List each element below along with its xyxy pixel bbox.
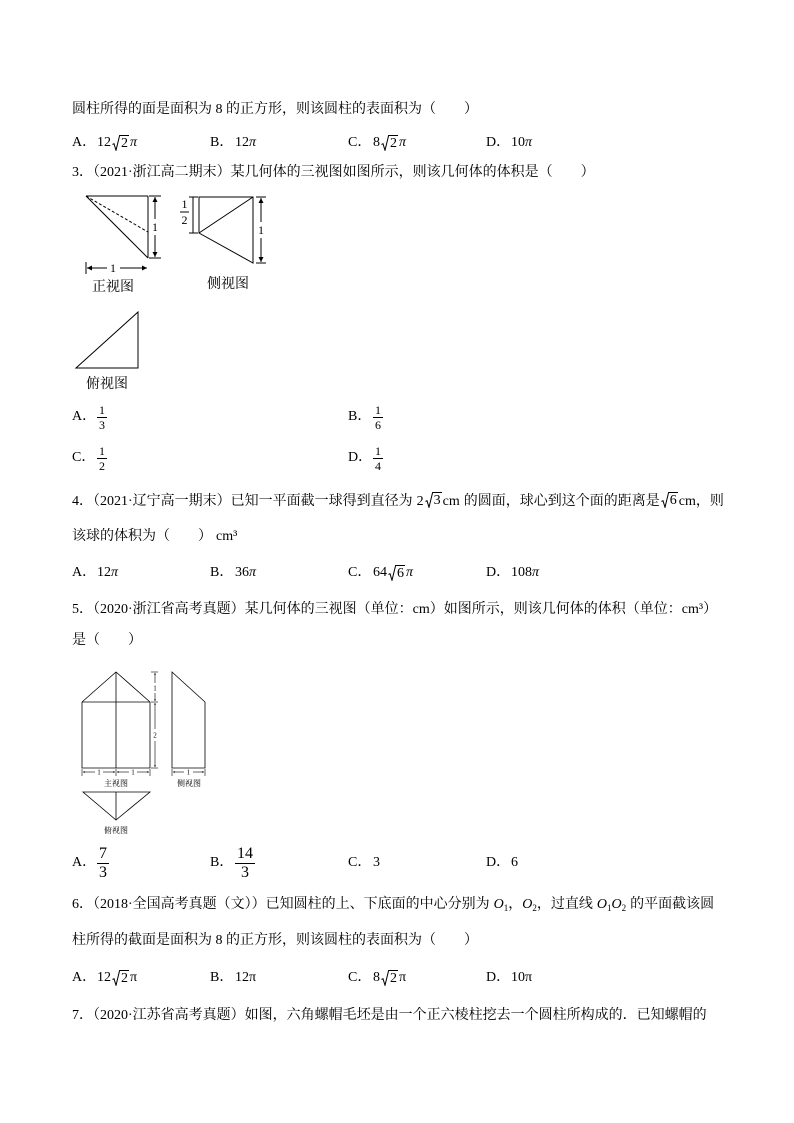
option-label: B． xyxy=(210,970,234,985)
radicand: 6 xyxy=(669,493,677,508)
q3-stem: 3．（2021·浙江高二期末）某几何体的三视图如图所示，则该几何体的体积是（ ） xyxy=(72,165,595,180)
option-value: 6 xyxy=(511,855,518,870)
q6-stem-line1 xyxy=(72,896,714,917)
coefficient: 108 xyxy=(511,565,532,580)
fraction xyxy=(97,403,107,432)
sqrt-expression xyxy=(381,970,398,986)
option-label: B． xyxy=(210,855,234,870)
point-base: O xyxy=(522,897,533,912)
q5-three-view-figure xyxy=(75,665,215,840)
side-view-inner-edge xyxy=(199,197,253,233)
q4-option-a xyxy=(72,564,118,582)
radicand: 2 xyxy=(121,971,128,986)
numerator: 7 xyxy=(99,844,107,862)
pi-symbol: π xyxy=(130,970,138,985)
q5-option-c xyxy=(348,844,380,882)
q5-option-a xyxy=(72,844,109,882)
coefficient: 12 xyxy=(97,970,111,985)
point-base: O xyxy=(596,897,608,912)
option-label: B． xyxy=(348,409,372,424)
q3-option-b xyxy=(348,400,383,434)
numerator: 14 xyxy=(237,844,253,862)
q6-stem-line2: 柱所得的截面是面积为 8 的正方形，则该圆柱的表面积为（ ） xyxy=(72,933,478,948)
main-view-wall-height-label: 2 xyxy=(153,731,157,740)
side-view-caption: 侧视图 xyxy=(207,277,249,292)
radical-sign-icon xyxy=(661,492,669,508)
side-view xyxy=(172,672,205,768)
pi-symbol: π xyxy=(111,565,119,580)
q4-option-d xyxy=(486,564,539,582)
sqrt-expression xyxy=(112,970,129,986)
q2-stem-continued: 圆柱所得的面是面积为 8 的正方形，则该圆柱的表面积为（ ） xyxy=(72,102,478,117)
pi-symbol: π xyxy=(525,135,533,150)
q3-option-c xyxy=(72,441,107,475)
option-label: A． xyxy=(72,135,97,150)
q2-option-c xyxy=(348,134,406,152)
point-subscript: 1 xyxy=(503,903,509,913)
q4-text-b: 的圆面，球心到这个面的距离是 xyxy=(463,494,660,509)
top-view-caption: 俯视图 xyxy=(86,377,128,392)
fraction xyxy=(97,444,107,473)
numerator: 1 xyxy=(99,402,105,417)
option-label: D． xyxy=(486,135,511,150)
coefficient: 12 xyxy=(235,135,249,150)
pi-symbol: π xyxy=(249,135,257,150)
radical-sign-icon xyxy=(381,970,389,986)
coefficient: 12 xyxy=(97,565,111,580)
q4-text-a: 4．（2021·辽宁高一期末）已知一平面截一球得到直径为 xyxy=(72,494,413,509)
top-view xyxy=(83,792,150,820)
q4-stem-line2 xyxy=(72,528,237,546)
main-view-roof-height-label: 1 xyxy=(153,684,157,693)
line-o1o2 xyxy=(597,897,626,912)
sqrt-expression xyxy=(388,565,405,581)
q4-option-b xyxy=(210,564,256,582)
pi-symbol: π xyxy=(399,135,407,150)
q4-stem-line1 xyxy=(72,492,724,511)
coefficient: 12 xyxy=(97,135,111,150)
q6-text-a: 6．（2018·全国高考真题（文））已知圆柱的上、下底面的中心分别为 xyxy=(72,897,490,912)
denominator: 2 xyxy=(99,458,105,473)
main-view-caption: 主视图 xyxy=(104,779,128,788)
q2-option-d xyxy=(486,134,532,152)
option-label: A． xyxy=(72,855,97,870)
fraction xyxy=(373,403,383,432)
q4-text-line2: 该球的体积为（ ） xyxy=(72,529,212,544)
coefficient: 10 xyxy=(511,970,525,985)
q5-option-d xyxy=(486,844,518,882)
option-label: C． xyxy=(348,135,372,150)
pi-symbol: π xyxy=(525,970,533,985)
side-view-height-label: 1 xyxy=(258,223,264,237)
unit: cm xyxy=(678,494,696,509)
radical-sign-icon xyxy=(112,970,120,986)
top-view-caption: 俯视图 xyxy=(104,826,128,835)
radical-sign-icon xyxy=(425,492,433,508)
sqrt-expression xyxy=(112,135,129,151)
q3-option-d xyxy=(348,441,383,475)
q7-stem: 7．（2020·江苏省高考真题）如图，六角螺帽毛坯是由一个正六棱柱挖去一个圆柱所构成的．已知螺帽的 xyxy=(72,1008,707,1023)
q5-option-b xyxy=(210,844,255,882)
side-view-outline xyxy=(199,197,253,263)
option-label: B． xyxy=(210,565,234,580)
main-view-left-width-label: 1 xyxy=(97,768,101,777)
main-view-right-width-label: 1 xyxy=(131,768,135,777)
q6-option-b xyxy=(210,969,256,987)
option-label: D． xyxy=(486,970,511,985)
top-view-triangle xyxy=(83,792,150,820)
pi-symbol: π xyxy=(399,970,407,985)
option-label: A． xyxy=(72,409,97,424)
radicand: 2 xyxy=(390,971,397,986)
option-label: D． xyxy=(486,565,511,580)
radicand: 3 xyxy=(433,493,441,508)
option-label: C． xyxy=(348,970,372,985)
pi-symbol: π xyxy=(532,565,540,580)
coefficient: 8 xyxy=(373,135,380,150)
fraction xyxy=(235,845,255,882)
radicand: 6 xyxy=(397,566,404,581)
option-label: A． xyxy=(72,565,97,580)
q6-text-b: ，过直线 xyxy=(536,897,593,912)
option-label: A． xyxy=(72,970,97,985)
radical-sign-icon xyxy=(112,135,120,151)
numerator: 1 xyxy=(375,443,381,458)
numerator: 1 xyxy=(99,443,105,458)
point-o1 xyxy=(494,897,509,912)
option-label: C． xyxy=(72,450,96,465)
q5-stem-line2: 是（ ） xyxy=(72,633,142,648)
separator: ， xyxy=(508,897,523,912)
point-subscript: 2 xyxy=(532,903,537,913)
option-label: D． xyxy=(348,450,373,465)
sqrt-expression xyxy=(381,135,398,151)
q3-three-view-figure xyxy=(70,188,280,296)
point-base: O xyxy=(493,897,504,912)
sqrt-expression xyxy=(661,492,678,508)
q5-stem-line1: 5．（2020·浙江省高考真题）某几何体的三视图（单位：cm）如图所示，则该几何体的体积（单位：cm³） xyxy=(72,602,718,617)
option-label: B． xyxy=(210,135,234,150)
denominator: 6 xyxy=(375,417,381,432)
q6-text-c: 的平面截该圆 xyxy=(630,897,715,912)
side-view xyxy=(180,197,266,263)
option-label: C． xyxy=(348,565,372,580)
unit: cm xyxy=(442,494,460,509)
main-view-dimensions xyxy=(82,672,158,776)
coefficient: 8 xyxy=(373,970,380,985)
side-view-outline xyxy=(172,672,205,768)
option-label: D． xyxy=(486,855,511,870)
coefficient: 36 xyxy=(235,565,249,580)
radicand: 2 xyxy=(121,136,128,151)
unit: cm³ xyxy=(216,529,238,544)
side-view-width-label: 1 xyxy=(186,768,191,777)
q4-text-c: ，则 xyxy=(695,494,724,509)
fraction xyxy=(97,845,109,882)
fraction xyxy=(373,444,383,473)
side-view-left-height-numerator: 1 xyxy=(181,197,188,211)
pi-symbol: π xyxy=(130,135,138,150)
q4-option-c xyxy=(348,564,413,582)
diameter-coefficient: 2 xyxy=(416,494,424,509)
coefficient: 64 xyxy=(373,565,387,580)
coefficient: 12 xyxy=(235,970,249,985)
sqrt-expression xyxy=(425,492,442,508)
pi-symbol: π xyxy=(249,970,257,985)
q6-option-c xyxy=(348,969,406,987)
denominator: 3 xyxy=(241,863,249,881)
option-label: C． xyxy=(348,855,372,870)
q2-option-b xyxy=(210,134,256,152)
numerator: 1 xyxy=(375,402,381,417)
front-view xyxy=(86,196,161,274)
point-base: O xyxy=(611,897,622,912)
q2-option-a xyxy=(72,134,137,152)
front-view-caption: 正视图 xyxy=(92,280,134,295)
side-view-caption: 侧视图 xyxy=(177,779,201,788)
q3-option-a xyxy=(72,400,107,434)
radical-sign-icon xyxy=(381,135,389,151)
denominator: 3 xyxy=(99,863,107,881)
coefficient: 10 xyxy=(511,135,525,150)
q6-option-a xyxy=(72,969,137,987)
q6-option-d xyxy=(486,969,532,987)
pi-symbol: π xyxy=(249,565,257,580)
option-value: 3 xyxy=(373,855,380,870)
point-o2 xyxy=(522,897,537,912)
front-view-width-label: 1 xyxy=(110,261,116,275)
point-subscript: 1 xyxy=(607,903,612,913)
top-view-triangle xyxy=(76,312,138,368)
front-view-height-label: 1 xyxy=(152,220,158,234)
side-view-left-height-denominator: 2 xyxy=(181,213,188,227)
point-subscript: 2 xyxy=(621,903,627,913)
main-view xyxy=(82,672,150,768)
q3-top-view-figure xyxy=(70,305,150,395)
radical-sign-icon xyxy=(388,565,396,581)
pi-symbol: π xyxy=(406,565,414,580)
denominator: 3 xyxy=(99,417,105,432)
denominator: 4 xyxy=(375,458,381,473)
radicand: 2 xyxy=(390,136,397,151)
